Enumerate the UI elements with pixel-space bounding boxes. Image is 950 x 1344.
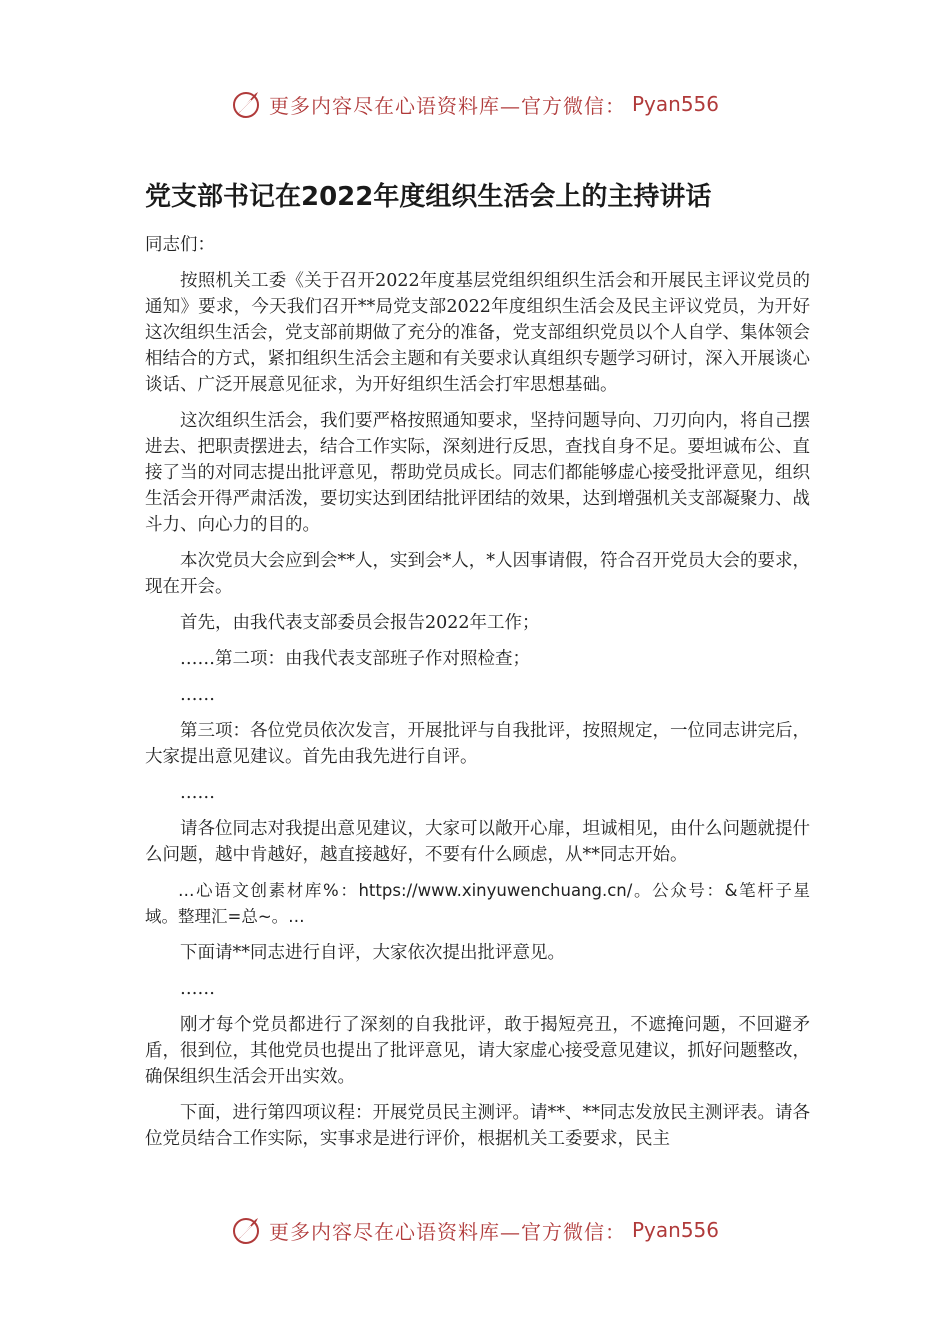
paragraph-ellipsis: …… [180, 783, 215, 803]
watermark-paragraph: …心语文创素材库%：https://www.xinyuwenchuang.cn/。公众号：&笔杆子星域。整理汇=总~。… [145, 881, 810, 926]
quill-logo-icon [231, 88, 263, 120]
paragraph: 刚才每个党员都进行了深刻的自我批评，敢于揭短亮丑，不遮掩问题，不回避矛盾，很到位，其他党员也提出了批评意见，请大家虚心接受意见建议，抓好问题整改，确保组织生活会开出实效。 [145, 1015, 810, 1087]
salutation: 同志们： [145, 235, 215, 255]
banner-wechat-id: Pyan556 [631, 1218, 719, 1242]
paragraph: 下面请**同志进行自评，大家依次提出批评意见。 [180, 943, 565, 963]
document-body [145, 232, 810, 1162]
banner-text: 更多内容尽在心语资料库—官方微信： [268, 93, 626, 118]
paragraph-ellipsis: …… [180, 685, 215, 705]
paragraph: 第三项：各位党员依次发言，开展批评与自我批评，按照规定，一位同志讲完后，大家提出意见建议。首先由我先进行自评。 [145, 721, 810, 767]
paragraph: 本次党员大会应到会**人，实到会*人，*人因事请假，符合召开党员大会的要求，现在开会。 [145, 551, 810, 597]
paragraph: 首先，由我代表支部委员会报告2022年工作； [180, 613, 540, 633]
paragraph: 按照机关工委《关于召开2022年度基层党组织组织生活会和开展民主评议党员的通知》要求，今天我们召开**局党支部2022年度组织生活会及民主评议党员，为开好这次组织生活会，党支部前期做了充分的准备，党支部组织党员以个人自学、集体领会相结合的方式，紧扣组织生活会主题和有关要求认真组织专题学习研讨，深入开展谈心谈话、广泛开展意见征求，为开好组织生活会打牢思想基础。 [145, 271, 810, 395]
paragraph-ellipsis: …… [180, 979, 215, 999]
paragraph: 下面，进行第四项议程：开展党员民主测评。请**、**同志发放民主测评表。请各位党员结合工作实际，实事求是进行评价，根据机关工委要求，民主 [145, 1103, 810, 1149]
document-title: 党支部书记在2022年度组织生活会上的主持讲话 [145, 182, 712, 212]
banner-text: 更多内容尽在心语资料库—官方微信： [268, 1219, 626, 1244]
footer-banner [0, 1210, 950, 1250]
banner-wechat-id: Pyan556 [631, 92, 719, 116]
paragraph: 这次组织生活会，我们要严格按照通知要求，坚持问题导向、刀刃向内，将自己摆进去、把职责摆进去，结合工作实际，深刻进行反思，查找自身不足。要坦诚布公、直接了当的对同志提出批评意见，帮助党员成长。同志们都能够虚心接受批评意见，组织生活会开得严肃活泼，要切实达到团结批评团结的效果，达到增强机关支部凝聚力、战斗力、向心力的目的。 [145, 411, 810, 535]
quill-logo-icon [231, 1214, 263, 1246]
header-banner [0, 84, 950, 124]
paragraph: 请各位同志对我提出意见建议，大家可以敞开心扉，坦诚相见，由什么问题就提什么问题，越中肯越好，越直接越好，不要有什么顾虑，从**同志开始。 [145, 819, 810, 865]
paragraph: ……第二项：由我代表支部班子作对照检查； [180, 649, 530, 669]
